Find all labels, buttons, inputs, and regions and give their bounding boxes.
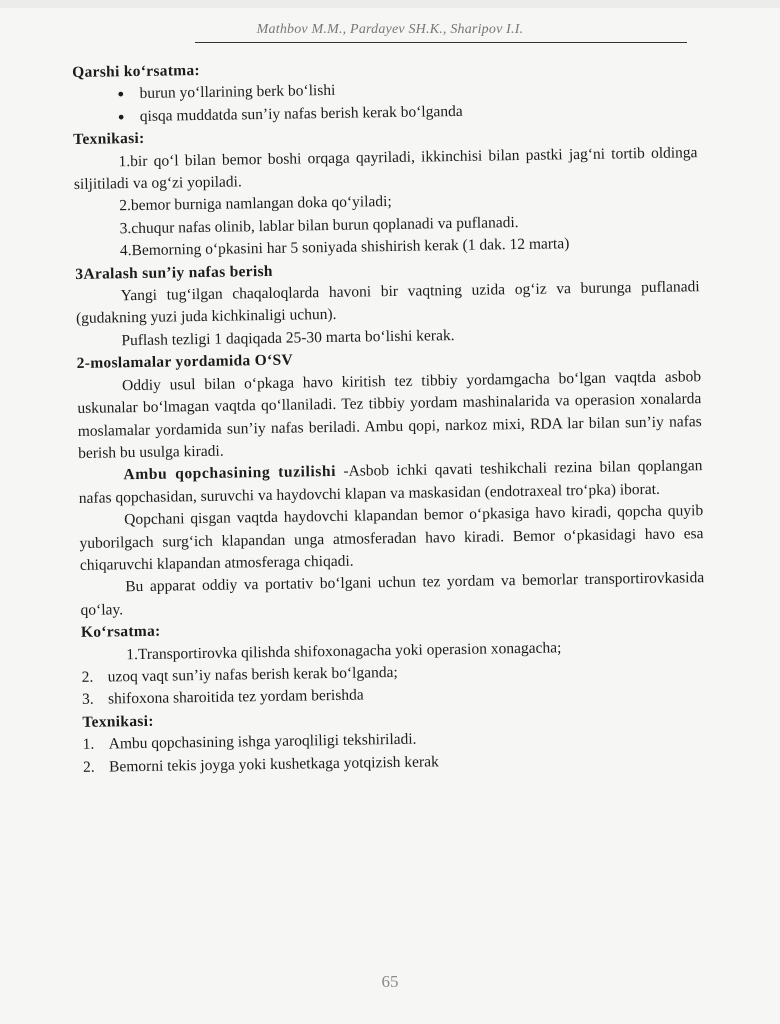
list-item-text: Ambu qopchasining ishga yaroqliligi tekshiriladi. [108, 730, 417, 753]
technique-step: 4.Bemorning o‘pkasini har 5 soniyada shishirish kerak (1 dak. 12 marta) [119, 235, 570, 260]
list-item-text: Bemorni tekis joyga yoki kushetkaga yotqizish kerak [108, 752, 439, 776]
page-body [72, 52, 707, 779]
bullet-icon: ● [117, 88, 125, 101]
technique-step: 1.bir qo‘l bilan bemor boshi orqaga qayriladi, ikkinchisi bilan pastki jag‘ni tortib oldinga siljitiladi va og‘zi yopiladi. [73, 143, 698, 194]
list-item-number: 1. [126, 645, 139, 663]
paragraph: Bu apparat oddiy va portativ bo‘lgani uchun tez yordam va bemorlar transportirovkasida qo‘lay. [80, 569, 705, 619]
contraindications-heading: Qarshi ko‘rsatma: [72, 61, 201, 81]
mixed-ventilation-heading: 3Aralash sun’iy nafas berish [75, 262, 273, 283]
page-number: 65 [381, 972, 399, 991]
technique-heading: Texnikasi: [82, 712, 154, 731]
devices-heading: 2-moslamalar yordamida O‘SV [76, 351, 294, 373]
paragraph: Qopchani qisgan vaqtda haydovchi klapandan bemor o‘pkasiga havo kiradi, qopcha quyib yuborilgach surg‘ich klapandan unga atmosferadan havo kiradi. Bemor o‘pkasidagi havo esa chiqaruvchi klapandan atmosferaga chiqadi. [79, 502, 704, 574]
list-item-text: burun yo‘llarining berk bo‘lishi [139, 82, 336, 103]
paragraph: Yangi tug‘ilgan chaqaloqlarda havoni bir vaqtning uzida og‘iz va burunga puflanadi (gudakning yuzi juda kichkinaligi uchun). [75, 278, 700, 328]
running-header: Mathbov M.M., Pardayev SH.K., Sharipov I.I. [256, 22, 524, 37]
list-item-text: uzoq vaqt sun’iy nafas berish kerak bo‘lganda; [107, 663, 398, 686]
list-item-number: 1. [82, 735, 95, 754]
technique-step: 2.bemor burniga namlangan doka qo‘yiladi; [119, 193, 392, 215]
header-rule [195, 42, 687, 43]
list-item-text: shifoxona sharoitida tez yordam berishda [107, 686, 364, 708]
list-item-text: qisqa muddatda sun’iy nafas berish kerak bo‘lganda [139, 102, 463, 125]
technique-step: 3.chuqur nafas olinib, lablar bilan burun qoplanadi va puflanadi. [119, 213, 519, 238]
bullet-icon: ● [117, 110, 125, 124]
list-item-number: 2. [81, 668, 94, 686]
list-item-number: 2. [82, 758, 95, 776]
paragraph: Oddiy usul bilan o‘pkaga havo kiritish tez tibbiy yordamgacha bo‘lgan vaqtda asbob uskunalar bo‘lmagan vaqtda qo‘llaniladi. Tez tibbiy yordam mashinalarida va operasion xonalarda moslamalar yordamida sun’iy nafas beriladi. Ambu qopi, narkoz mixi, RDA lar bilan sun’iy nafas berish bu usulga kiradi. [77, 367, 702, 462]
technique-heading: Texnikasi: [73, 130, 145, 149]
list-item-text: Transportirovka qilishda shifoxonagacha yoki operasion xonagacha; [137, 638, 562, 663]
paragraph: Puflash tezligi 1 daqiqada 25-30 marta bo‘lishi kerak. [121, 326, 455, 350]
indications-heading: Ko‘rsatma: [80, 622, 161, 642]
list-item-number: 3. [81, 691, 94, 709]
scan-edge [0, 0, 780, 8]
ambu-structure-text: -Asbob ichki qavati teshikchali rezina bilan qoplangan nafas qopchasidan, suruvchi va haydovchi klapan va maskasidan (endotraxeal tro‘pka) iborat. [78, 457, 703, 507]
ambu-structure-term: Ambu qopchasining tuzilishi [123, 463, 337, 484]
